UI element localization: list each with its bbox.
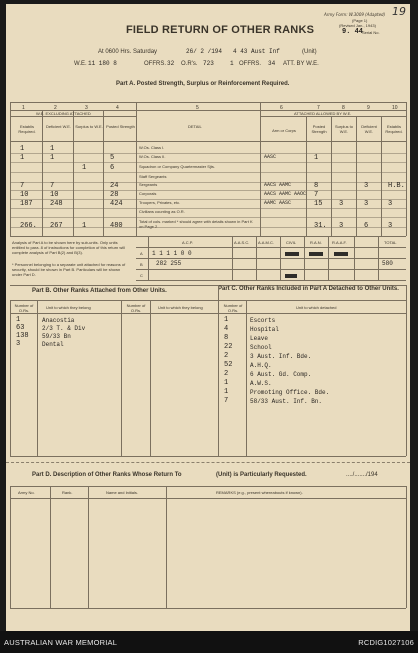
part-c-row-number: 52 — [224, 361, 233, 369]
part-a-cell-c10: H.B. — [388, 182, 405, 190]
sub-header-aamc: A.A.M.C. — [258, 240, 275, 245]
part-a-title: Part A. Posted Strength, Surplus or Reinforcement Required. — [116, 81, 290, 87]
redaction-mark — [285, 274, 297, 278]
col-number-1: 1 — [22, 105, 25, 111]
part-a-cell-c4: 24 — [110, 182, 119, 190]
col-number-4: 4 — [116, 105, 119, 111]
part-a-detail-label: W.Os. Class I. — [139, 145, 165, 150]
part-c-title: Part C. Other Ranks Included in Part A Detached to Other Units. — [218, 286, 399, 292]
sub-typed-row-2: 282 255 — [156, 260, 182, 267]
part-c-row-unit: 6 Aust. Gd. Comp. — [250, 371, 312, 378]
part-c-row-number: 22 — [224, 343, 233, 351]
part-a-detail-label: Troopers, Privates, etc. — [139, 200, 181, 205]
part-c-header-unit: Unit to which detached — [296, 305, 337, 310]
part-d-header-army-no: Army No. — [18, 490, 35, 495]
part-a-cell-c9: 3 — [364, 200, 369, 208]
part-b-row-unit: Anacostia — [42, 317, 75, 324]
offrs2-label: OFFRS. — [239, 61, 261, 67]
part-c-row-number: 8 — [224, 334, 229, 342]
part-a-cell-arm: AAMC AASC — [264, 200, 292, 206]
part-a-cell-c2: 10 — [50, 191, 59, 199]
offrs2-value: 1 — [230, 60, 234, 67]
part-c-row-unit: School — [250, 344, 272, 351]
part-a-cell-c4: 5 — [110, 154, 115, 162]
serial-value: 9. 44 — [342, 28, 364, 36]
we-excluding-attached-label: W.E. EXCLUDING ATTACHED — [36, 111, 91, 116]
at-line-prefix: At 0600 Hrs. Saturday — [98, 49, 158, 55]
redaction-mark — [309, 252, 323, 256]
header-att-establishment: Establis Required. — [385, 124, 403, 134]
part-a-cell-c8: 3 — [339, 200, 344, 208]
part-b-header-unit-1: Unit to which they belong — [46, 305, 91, 310]
serial-label: Serial No. — [362, 30, 380, 35]
part-d-title-a: Part D. Description of Other Ranks Whose Return To — [32, 472, 182, 478]
part-b-header-unit-2: Unit to which they belong — [158, 305, 203, 310]
part-c-row-unit: A.H.Q. — [250, 362, 272, 369]
part-a-cell-c2: 1 — [50, 145, 55, 153]
part-a-cell-c10: 3 — [388, 222, 393, 230]
offrs-label: OFFRS. — [144, 61, 166, 67]
revision-note: (Revised Jan., 1943) — [339, 23, 376, 28]
part-a-cell-c3: 1 — [82, 164, 87, 172]
col-number-10: 10 — [392, 105, 398, 111]
part-a-cell-c1: 1 — [20, 154, 25, 162]
sub-header-total: TOTAL — [384, 240, 397, 245]
part-a-detail-label: W.Os. Class II. — [139, 154, 166, 159]
offrs-value: 32 — [167, 60, 175, 67]
sub-total-value: 580 — [382, 260, 393, 267]
header-att-posted: Posted Strength — [311, 124, 327, 134]
col-number-2: 2 — [54, 105, 57, 111]
sub-row-label-a: A — [140, 251, 143, 256]
part-b-row-number: 3 — [16, 340, 21, 348]
part-a-cell-c7: 15 — [314, 200, 323, 208]
part-b-row-unit: 59/33 Bn — [42, 333, 71, 340]
part-b-row-unit: 2/3 T. & Div — [42, 325, 86, 332]
part-d-date: ..../......./194 — [346, 472, 378, 478]
header-establishment: Establis Required. — [18, 124, 36, 134]
archive-footer — [0, 631, 418, 653]
part-d-header-name: Name and Initials. — [106, 490, 139, 495]
analysis-note: Analysis of Part A to be shown here by sub-units. Only units entitled to para. 8 of instructions for completion of this return will complete analysis of Part B(2) and B(3). — [12, 240, 125, 255]
redaction-mark — [285, 252, 299, 256]
col-number-7: 7 — [317, 105, 320, 111]
part-c-row-number: 2 — [224, 370, 229, 378]
part-b-row-number: 138 — [16, 332, 29, 340]
part-a-cell-c4: 480 — [110, 222, 123, 230]
we-label: W.E. — [74, 61, 87, 67]
part-a-cell-c1: 187 — [20, 200, 33, 208]
part-a-cell-c2: 267 — [50, 222, 63, 230]
part-c-row-number: 1 — [224, 388, 229, 396]
part-a-cell-c4: 6 — [110, 164, 115, 172]
col-number-8: 8 — [342, 105, 345, 111]
header-att-surplus: Surplus to W.E. — [334, 124, 353, 134]
part-b-header-number-1: Number of O.Rs. — [14, 303, 34, 313]
part-c-row-unit: A.W.S. — [250, 380, 272, 387]
header-arm-corps: Arm or Corps — [272, 128, 296, 133]
part-a-cell-c9: 3 — [364, 182, 369, 190]
footer-record-id: RCDIG1027106 — [358, 638, 414, 647]
part-a-cell-c1: 1 — [20, 145, 25, 153]
sub-row-label-b: B — [140, 262, 143, 267]
col-number-6: 6 — [280, 105, 283, 111]
part-a-detail-label: Civilians counting as O.R. — [139, 209, 185, 214]
sub-header-acp: A.C.P. — [182, 240, 194, 245]
footer-institution: AUSTRALIAN WAR MEMORIAL — [4, 638, 118, 647]
part-c-row-unit: 3 Aust. Inf. Bde. — [250, 353, 312, 360]
part-a-detail-label: Total of cols. marked * should agree with details shown in Part K on Page 2 — [139, 219, 253, 229]
part-a-cell-c1: 7 — [20, 182, 25, 190]
redaction-mark — [334, 252, 348, 256]
part-a-cell-c7: 31. — [314, 222, 327, 230]
detail-header: DETAIL — [188, 124, 202, 129]
header-att-deficient: Deficient W.E. — [361, 124, 377, 134]
part-a-cell-c1: 10 — [20, 191, 29, 199]
part-a-cell-arm: AACS AAMC — [264, 182, 292, 188]
attached-allowed-label: ATTACHED ALLOWED BY W.E. — [294, 111, 352, 116]
form-reference: Army Form: W.3009 (Adapted) — [324, 12, 386, 17]
part-b-row-number: 63 — [16, 324, 25, 332]
col-number-5: 5 — [196, 105, 199, 111]
part-c-row-number: 7 — [224, 397, 229, 405]
header-deficient: Deficient W.E. — [45, 124, 72, 129]
part-c-header-number: Number of O.Rs. — [223, 303, 243, 313]
part-a-cell-c2: 248 — [50, 200, 63, 208]
part-b-header-number-2: Number of O.Rs. — [126, 303, 146, 313]
header-posted-strength: Posted Strength — [106, 124, 135, 129]
part-c-row-number: 4 — [224, 325, 229, 333]
sub-header-raaf: R.A.A.F. — [332, 240, 347, 245]
form-page — [6, 4, 410, 631]
sub-header-ran: R.A.N. — [310, 240, 322, 245]
part-c-row-number: 1 — [224, 379, 229, 387]
part-a-cell-c4: 28 — [110, 191, 119, 199]
part-a-detail-label: Sergeants — [139, 182, 158, 187]
part-a-cell-c3: 1 — [82, 222, 87, 230]
part-a-cell-c10: 3 — [388, 200, 393, 208]
part-a-cell-c9: 6 — [364, 222, 369, 230]
part-a-cell-c2: 1 — [50, 154, 55, 162]
part-a-cell-c8: 3 — [339, 222, 344, 230]
we-value: 11 180 8 — [88, 60, 117, 67]
page-title: FIELD RETURN OF OTHER RANKS — [126, 24, 315, 36]
part-a-cell-c2: 7 — [50, 182, 55, 190]
sub-typed-row-1: 1 1 1 1 0 0 — [152, 250, 192, 257]
ors2-value: 34 — [268, 60, 276, 67]
sub-header-civil: CIVIL — [286, 240, 297, 245]
corner-number: 19 — [392, 5, 406, 18]
sub-header-aasc: A.A.S.C. — [234, 240, 250, 245]
part-c-row-number: 1 — [224, 316, 229, 324]
col-number-3: 3 — [85, 105, 88, 111]
part-d-header-remarks: REMARKS (e.g., present whereabouts if known). — [216, 490, 303, 495]
part-a-cell-c1: 266. — [20, 222, 37, 230]
part-c-row-number: 2 — [224, 352, 229, 360]
part-c-row-unit: 58/33 Aust. Inf. Bn. — [250, 398, 323, 405]
part-a-detail-label: Staff Sergeants — [139, 174, 167, 179]
header-surplus: Surplus to W.E. — [75, 124, 103, 129]
sub-row-label-c: C — [140, 273, 143, 278]
unit-label: (Unit) — [302, 49, 317, 55]
part-b-title: Part B. Other Ranks Attached from Other Units. — [32, 288, 167, 294]
part-b-row-unit: Dental — [42, 341, 64, 348]
ors-label: O.R's. — [181, 61, 198, 67]
ors-value: 723 — [203, 60, 214, 67]
part-d-title-b: (Unit) is Particularly Requested. — [216, 472, 307, 478]
part-a-cell-arm: AASC — [264, 154, 277, 160]
part-a-cell-c7: 8 — [314, 182, 319, 190]
att-label: ATT. BY W.E. — [283, 61, 319, 67]
part-a-cell-arm: AACS AAMC AAOC — [264, 191, 307, 197]
part-c-row-unit: Leave — [250, 335, 269, 342]
part-c-row-unit: Hospital — [250, 326, 279, 333]
part-a-cell-c4: 424 — [110, 200, 123, 208]
at-date: 26/ 2 /194 — [186, 48, 223, 55]
page-indicator: (Page 1) — [352, 18, 368, 23]
at-unit: 4 43 Aust Inf — [233, 48, 280, 55]
part-a-detail-label: Squadron or Company Quartermaster Sjts. — [139, 164, 216, 169]
part-b-row-number: 1 — [16, 316, 21, 324]
part-a-detail-label: Corporals — [139, 191, 157, 196]
part-a-cell-c7: 7 — [314, 191, 319, 199]
part-a-cell-c7: 1 — [314, 154, 319, 162]
personal-note: * Personnel belonging to a separate unit attached for reasons of security, should be shown in Part B. Particulars will be shown under Part D. — [12, 262, 126, 277]
part-d-header-rank: Rank. — [62, 490, 73, 495]
part-c-row-unit: Promoting Office. Bde. — [250, 389, 330, 396]
part-c-row-unit: Escorts — [250, 317, 276, 324]
col-number-9: 9 — [367, 105, 370, 111]
